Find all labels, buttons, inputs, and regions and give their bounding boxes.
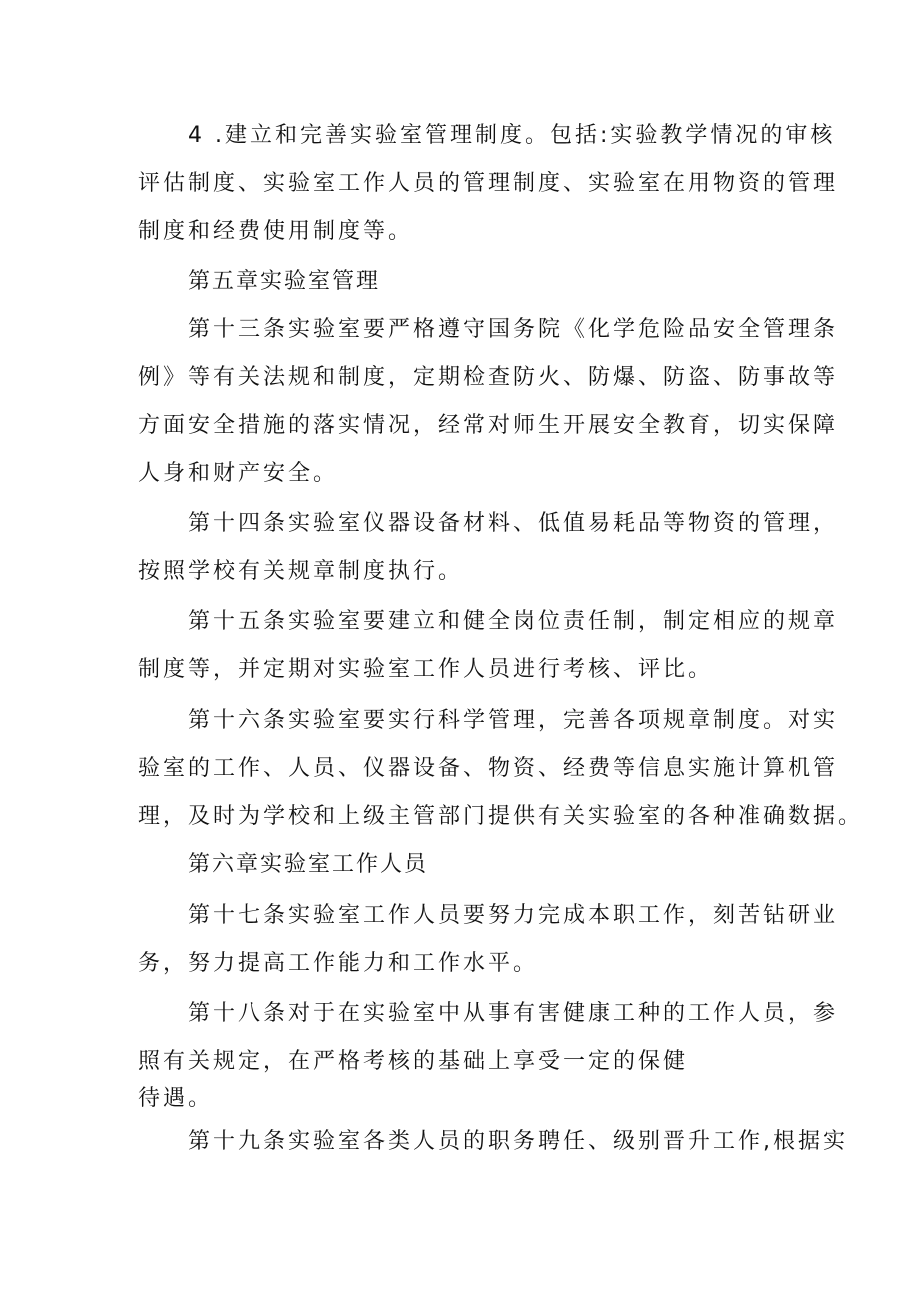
text-line: 第十五条实验室要建立和健全岗位责任制，制定相应的规章 — [188, 609, 839, 634]
text-line: 务，努力提高工作能力和工作水平。 — [138, 951, 539, 976]
article-14 — [138, 500, 839, 596]
text-line: 例》等有关法规和制度，定期检查防火、防爆、防盗、防事故等 — [138, 365, 839, 390]
text-line: 制度和经费使用制度等。 — [138, 219, 414, 244]
text-line: 验室的工作、人员、仪器设备、物资、经费等信息实施计算机管 — [138, 756, 839, 781]
text-line: 4 .建立和完善实验室管理制度。包括:实验教学情况的审核 — [188, 123, 836, 148]
text-line: 制度等，并定期对实验室工作人员进行考核、评比。 — [138, 657, 714, 682]
text-line: 第十九条实验室各类人员的职务聘任、级别晋升工作,根据实 — [188, 1129, 848, 1154]
text-line: 第十四条实验室仪器设备材料、低值易耗品等物资的管理， — [188, 511, 839, 536]
text-line: 按照学校有关规章制度执行。 — [138, 559, 464, 584]
text-line: 理，及时为学校和上级主管部门提供有关实验室的各种准确数据。 — [138, 804, 864, 829]
article-16 — [138, 697, 864, 841]
text-line: 第十六条实验室要实行科学管理，完善各项规章制度。对实 — [188, 708, 839, 733]
article-13 — [138, 306, 839, 498]
text-line: 待遇。 — [138, 1086, 214, 1111]
text-line: 第十八条对于在实验室中从事有害健康工种的工作人员，参 — [188, 1001, 839, 1026]
text-line: 人身和财产安全。 — [138, 461, 339, 486]
article-18 — [138, 990, 839, 1112]
text-line: 第十七条实验室工作人员要努力完成本职工作，刻苦钻研业 — [188, 903, 839, 928]
paragraph-item-4 — [138, 112, 839, 256]
article-17 — [138, 892, 839, 988]
chapter-heading-5: 第五章实验室管理 — [188, 269, 381, 294]
text-line: 照有关规定，在严格考核的基础上享受一定的保健 — [138, 1049, 689, 1074]
chapter-heading-6: 第六章实验室工作人员 — [188, 852, 429, 877]
text-line: 第十三条实验室要严格遵守国务院《化学危险品安全管理条 — [188, 317, 839, 342]
article-19 — [138, 1118, 848, 1166]
text-line: 方面安全措施的落实情况，经常对师生开展安全教育，切实保障 — [138, 413, 839, 438]
article-15 — [138, 598, 839, 694]
text-line: 评估制度、实验室工作人员的管理制度、实验室在用物资的管理 — [138, 171, 839, 196]
